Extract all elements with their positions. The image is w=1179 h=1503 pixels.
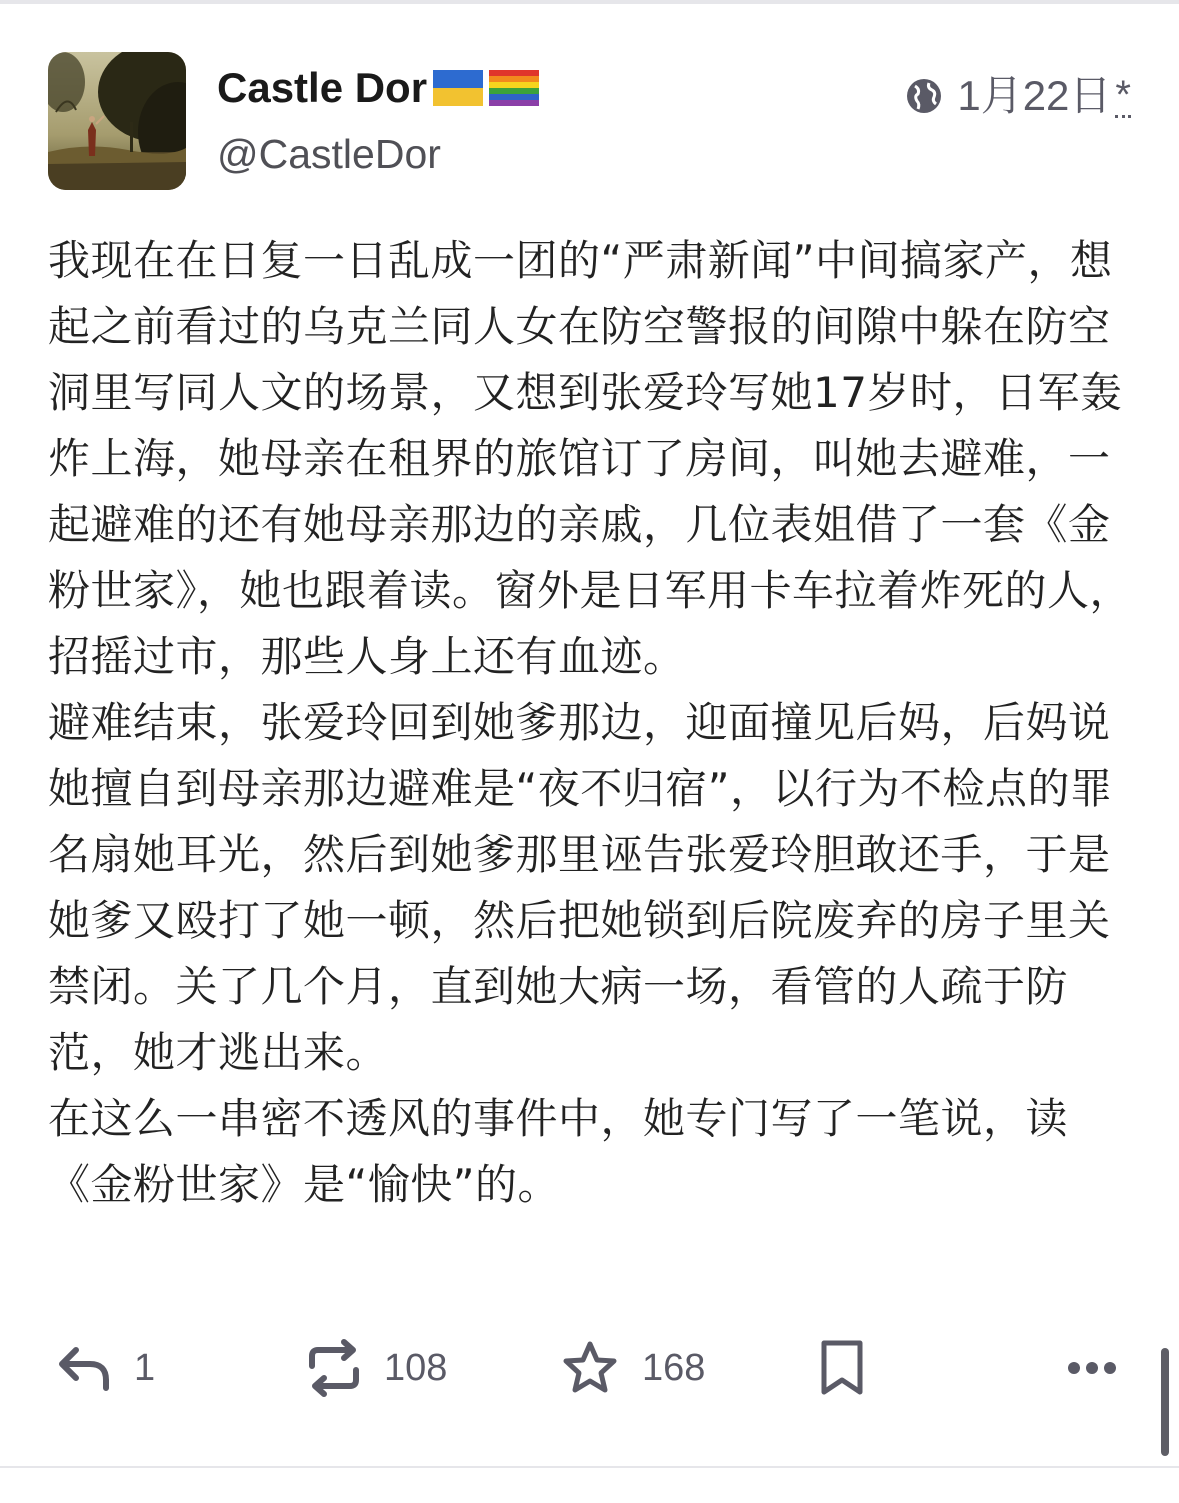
reply-icon (56, 1342, 112, 1394)
more-icon (1066, 1358, 1118, 1378)
post-meta (905, 70, 1131, 122)
display-name[interactable] (217, 62, 539, 114)
post-paragraph: 避难结束，张爱玲回到她爹那边，迎面撞见后妈，后妈说她擅自到母亲那边避难是“夜不归宿”，以行为不检点的罪名扇她耳光，然后到她爹那里诬告张爱玲胆敢还手，于是她爹又殴打了她一顿，然后把她锁到后院废弃的房子里关禁闭。关了几个月，直到她大病一场，看管的人疏于防范，她才逃出来。 (48, 698, 1113, 1077)
bookmark-button[interactable] (818, 1330, 866, 1406)
boost-button[interactable] (306, 1330, 447, 1406)
display-name-text: Castle Dor (217, 64, 428, 111)
scrollbar-thumb[interactable] (1161, 1348, 1169, 1456)
post-paragraph: 在这么一串密不透风的事件中，她专门写了一笔说，读《金粉世家》是“愉快”的。 (48, 1094, 1069, 1209)
post-content (48, 228, 1138, 1218)
avatar[interactable] (48, 52, 186, 190)
top-divider (0, 0, 1179, 4)
boost-count: 108 (384, 1346, 448, 1389)
star-icon (560, 1339, 620, 1397)
post-paragraph: 我现在在日复一日乱成一团的“严肃新闻”中间搞家产，想起之前看过的乌克兰同人女在防空警报的间隙中躲在防空洞里写同人文的场景，又想到张爱玲写她17岁时，日军轰炸上海，她母亲在租界的旅馆订了房间，叫她去避难，一起避难的还有她母亲那边的亲戚，几位表姐借了一套《金粉世家》，她也跟着读。窗外是日军用卡车拉着炸死的人，招摇过市，那些人身上还有血迹。 (48, 236, 1133, 681)
post-date-link[interactable]: 1月22日 (957, 72, 1112, 119)
avatar-painting-image (48, 52, 186, 190)
favourite-button[interactable] (560, 1330, 705, 1406)
post-action-bar (0, 1330, 1179, 1410)
rainbow-flag-icon (489, 70, 539, 106)
favourite-count: 168 (642, 1346, 706, 1389)
bottom-divider (0, 1466, 1179, 1468)
bookmark-icon (818, 1338, 866, 1398)
more-options-button[interactable] (1066, 1330, 1118, 1406)
account-handle[interactable]: @CastleDor (217, 131, 441, 177)
reply-button[interactable] (56, 1330, 155, 1406)
ukraine-flag-icon (433, 70, 483, 106)
boost-icon (306, 1338, 362, 1398)
reply-count: 1 (134, 1346, 156, 1389)
globe-icon (905, 77, 943, 115)
edited-indicator[interactable]: * (1115, 72, 1131, 117)
